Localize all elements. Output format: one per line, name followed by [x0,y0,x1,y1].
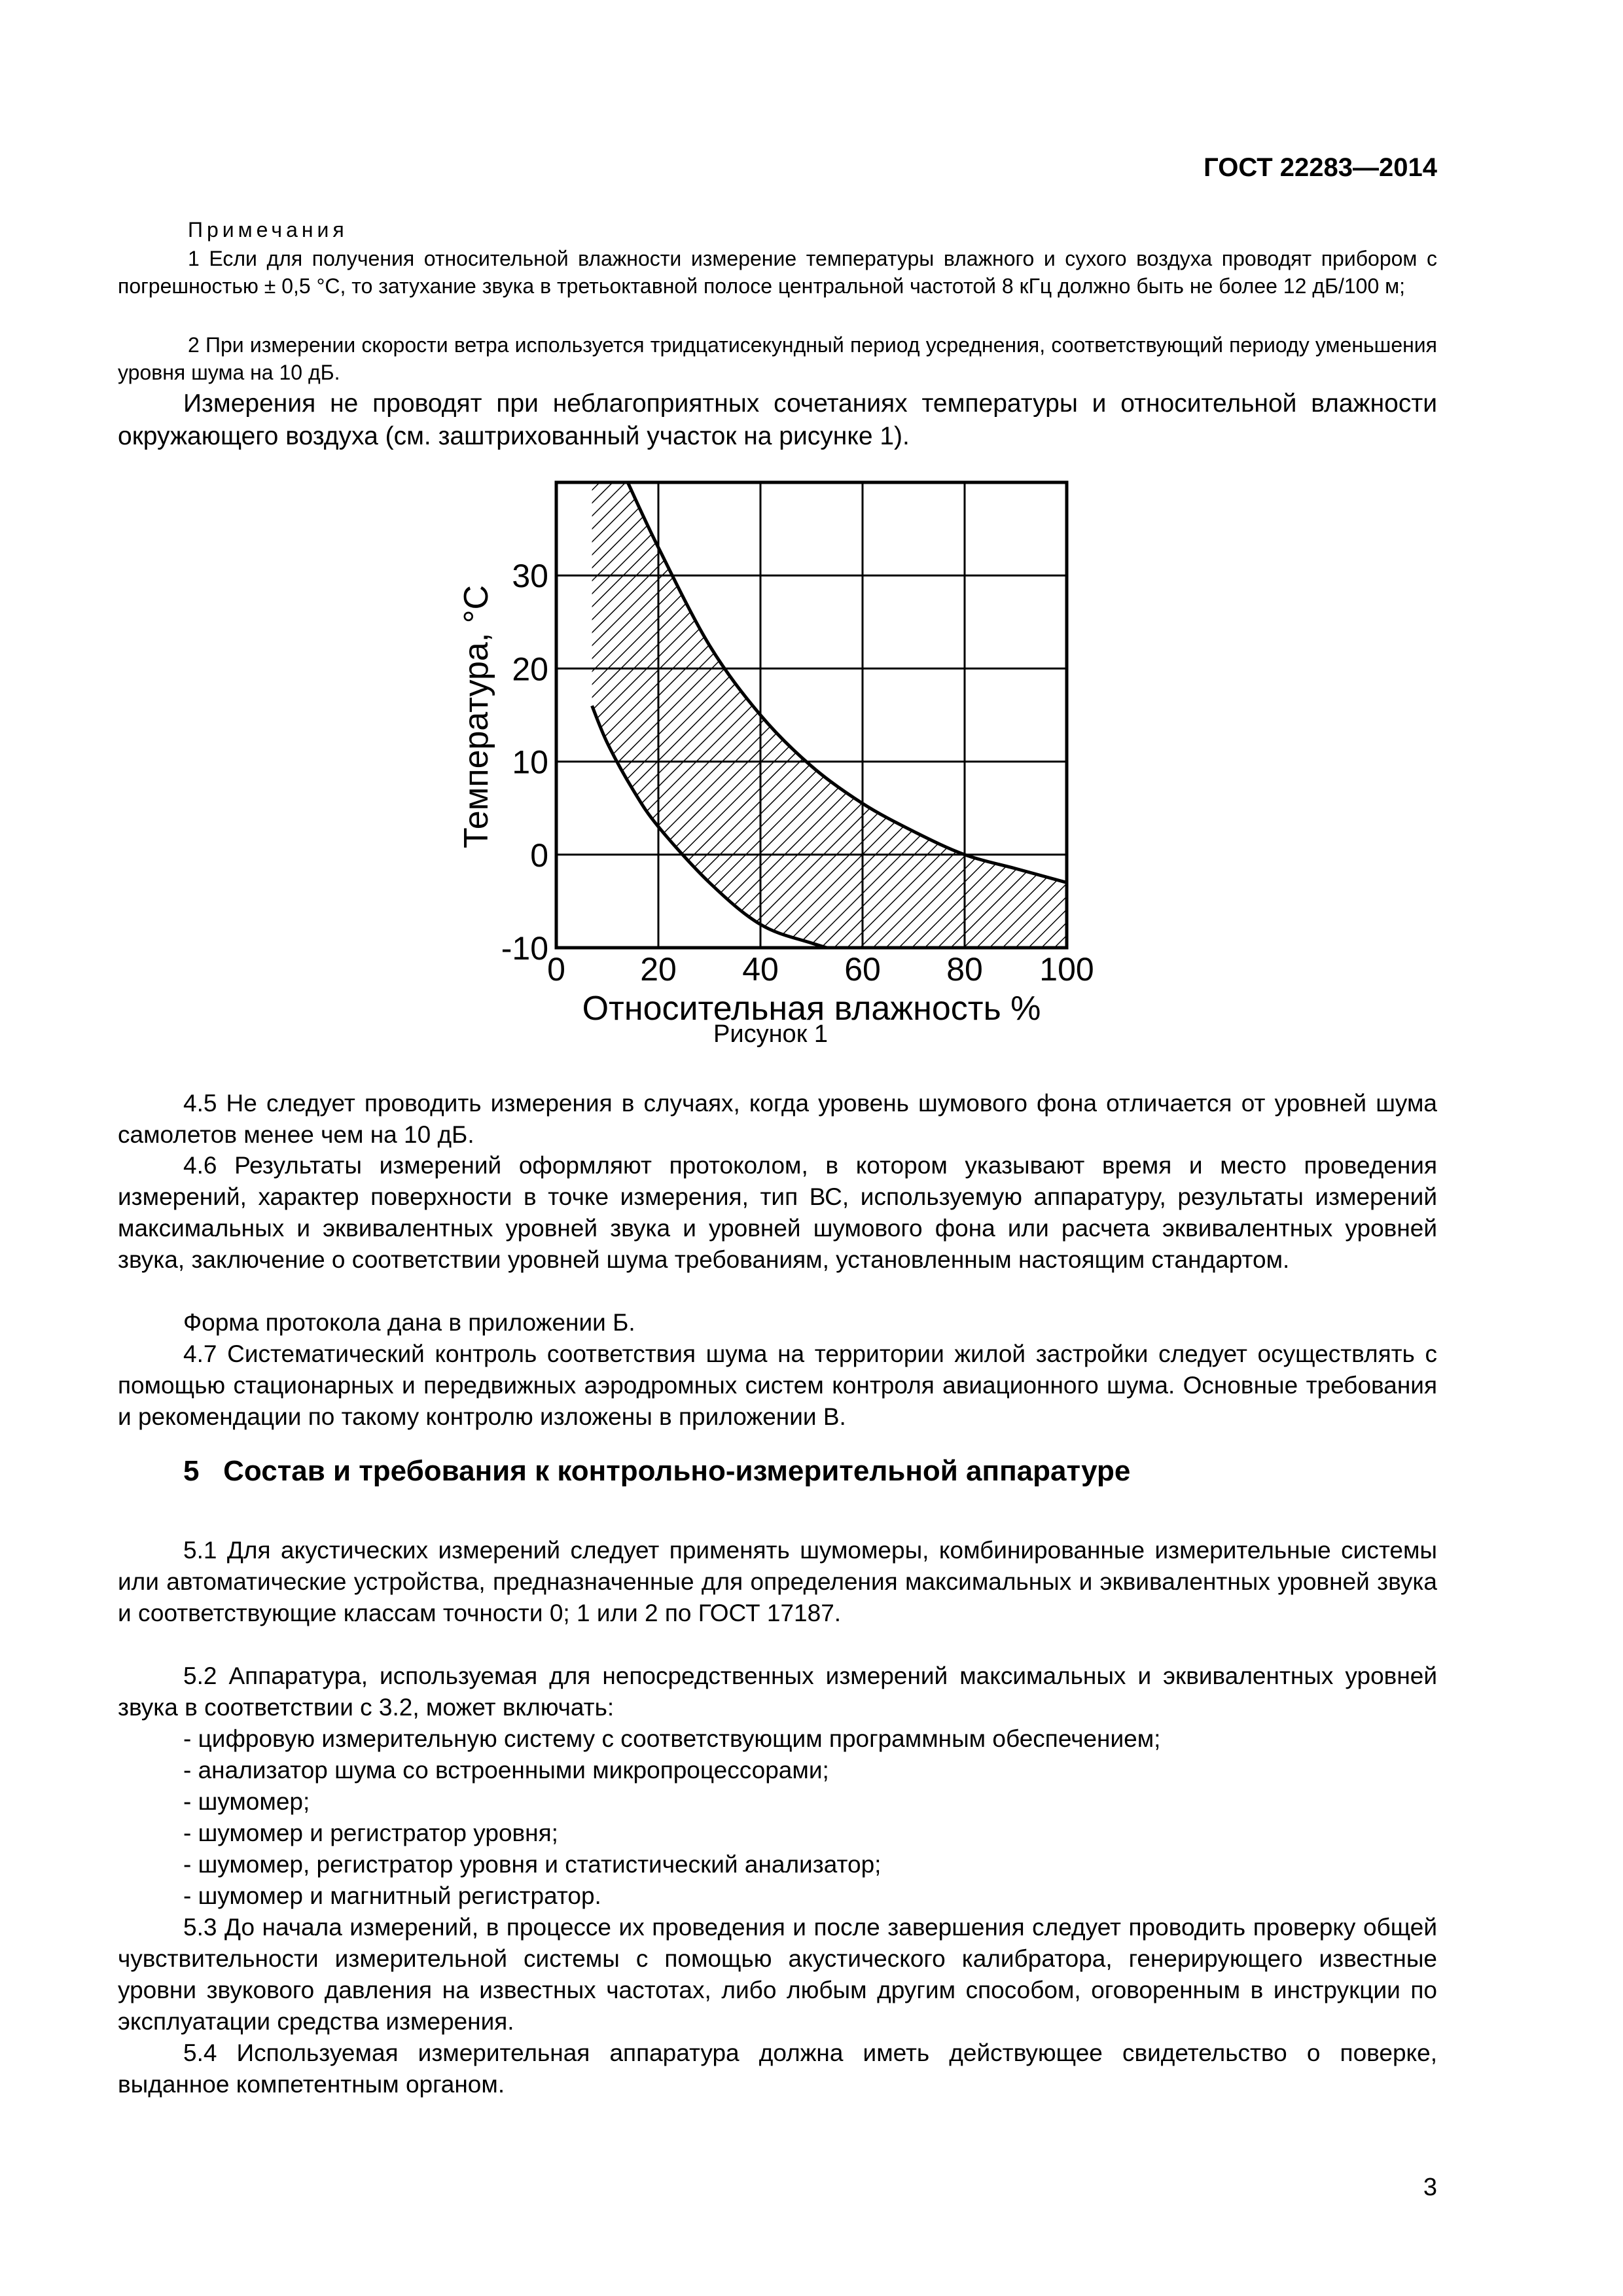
figure-caption: Рисунок 1 [713,1020,829,1048]
x-tick-label: 40 [742,951,779,988]
note-2: 2 При измерении скорости ветра используется тридцатисекундный период усреднения, соответствующий периоду уменьшения уровня шума на 10 дБ. [118,333,1437,384]
figure-1-chart [445,468,1099,1044]
x-tick-label: 100 [1039,951,1094,988]
note-1: 1 Если для получения относительной влажности измерение температуры влажного и сухого воздуха проводят прибором с погрешностью ± 0,5 °С, то затухание звука в третьоктавной полосе центральной частотой 8 кГц должно быть не более 12 дБ/100 м; [118,247,1437,298]
page-number: 3 [1423,2174,1437,2201]
list-item: - шумомер, регистратор уровня и статистический анализатор; [183,1851,882,1878]
paragraph-5-4: 5.4 Используемая измерительная аппаратура должна иметь действующее свидетельство о поверке, выданное компетентным органом. [118,2039,1437,2098]
paragraph-4-7: 4.7 Систематический контроль соответствия шума на территории жилой застройки следует осуществлять с помощью стационарных и передвижных аэродромных систем контроля авиационного шума. Основные требования и рекомендации по такому контролю изложены в приложении В. [118,1340,1437,1430]
list-item: - шумомер; [183,1788,310,1815]
x-axis-label: Относительная влажность % [582,990,1041,1028]
y-tick-label: 10 [512,744,548,781]
x-tick-label: 0 [547,951,565,988]
x-tick-label: 80 [946,951,983,988]
y-tick-label: 30 [512,558,548,595]
list-item: - шумомер и магнитный регистратор. [183,1882,601,1909]
paragraph-5-2: 5.2 Аппаратура, используемая для непосредственных измерений максимальных и эквивалентных уровней звука в соответствии с 3.2, может включать: [118,1662,1437,1721]
document-id: ГОСТ 22283—2014 [1204,153,1437,182]
intro-paragraph: Измерения не проводят при неблагоприятных сочетаниях температуры и относительной влажности окружающего воздуха (см. заштрихованный участок на рисунке 1). [118,389,1437,450]
section-5-heading: 5 Состав и требования к контрольно-измерительной аппаратуре [183,1455,1131,1487]
paragraph-protocol-form: Форма протокола дана в приложении Б. [183,1309,635,1336]
notes-title: Примечания [188,218,348,242]
y-tick-label: 20 [512,651,548,688]
x-tick-label: 60 [844,951,881,988]
paragraph-5-1: 5.1 Для акустических измерений следует применять шумомеры, комбинированные измерительные системы или автоматические устройства, предназначенные для определения максимальных и эквивалентных уровней звука и соответствующие классам точности 0; 1 или 2 по ГОСТ 17187. [118,1537,1437,1626]
y-tick-label: 0 [530,836,548,874]
list-item: - анализатор шума со встроенными микропроцессорами; [183,1757,829,1784]
paragraph-5-3: 5.3 До начала измерений, в процессе их проведения и после завершения следует проводить проверку общей чувствительности измерительной системы с помощью акустического калибратора, генерирующего известные уровни звукового давления на известных частотах, либо любым другим способом, оговоренным в инструкции по эксплуатации средства измерения. [118,1914,1437,2035]
paragraph-4-6: 4.6 Результаты измерений оформляют протоколом, в котором указывают время и место проведения измерений, характер поверхности в точке измерения, тип ВС, используемую аппаратуру, результаты измерений максимальных и эквивалентных уровней звука и уровней шумового фона или расчета эквивалентных уровней звука, заключение о соответствии уровней шума требованиям, установленным настоящим стандартом. [118,1152,1437,1273]
y-tick-label: -10 [501,930,548,967]
list-item: - цифровую измерительную систему с соответствующим программным обеспечением; [183,1725,1161,1752]
y-axis-label: Температура, °С [457,584,495,849]
x-tick-label: 20 [640,951,677,988]
list-item: - шумомер и регистратор уровня; [183,1820,558,1846]
paragraph-4-5: 4.5 Не следует проводить измерения в случаях, когда уровень шумового фона отличается от уровней шума самолетов менее чем на 10 дБ. [118,1090,1437,1148]
